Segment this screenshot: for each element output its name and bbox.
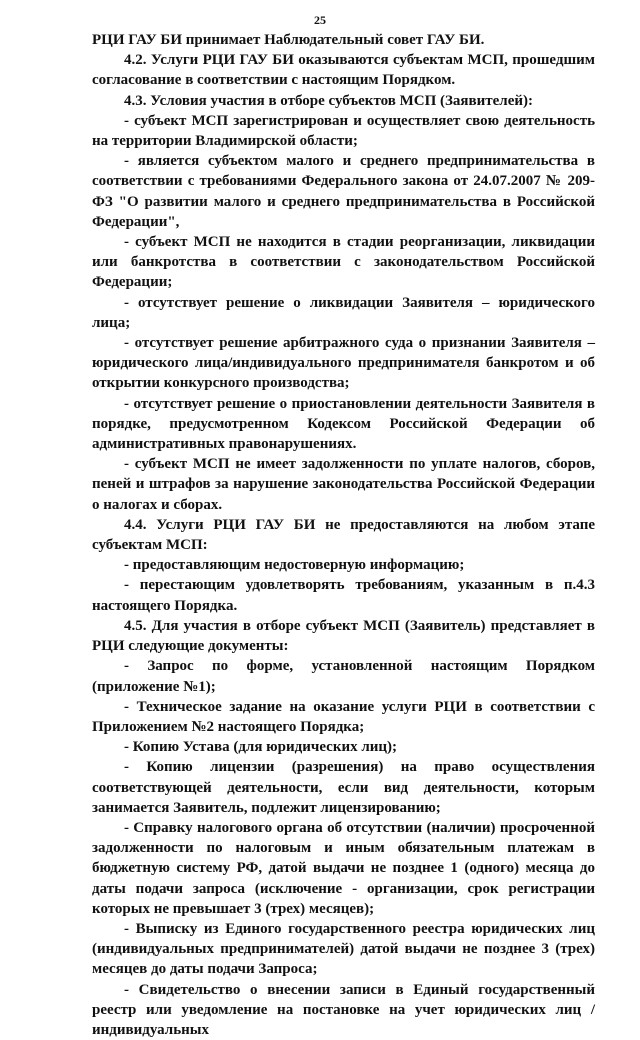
paragraph: - отсутствует решение арбитражного суда о признании Заявителя – юридического лица/индивидуального предпринимателя банкротом и об открытии конкурсного производства; [92,335,595,392]
paragraph: - перестающим удовлетворять требованиям, указанным в п.4.3 настоящего Порядка. [92,577,595,614]
paragraph: - субъект МСП не имеет задолженности по уплате налогов, сборов, пеней и штрафов за нарушение законодательства Российской Федерации о налогах и сборах. [92,456,595,513]
paragraph: - Копию лицензии (разрешения) на право осуществления соответствующей деятельности, если вид деятельности, которым занимается Заявитель, подлежит лицензированию; [92,759,595,816]
paragraph: 4.4. Услуги РЦИ ГАУ БИ не предоставляются на любом этапе субъектам МСП: [92,516,595,554]
paragraph: - Выписку из Единого государственного реестра юридических лиц (индивидуальных предпринимателей) датой выдачи не позднее 3 (трех) месяцев до даты подачи Запроса; [92,920,595,978]
paragraph: - Справку налогового органа об отсутствии (наличии) просроченной задолженности по налоговым и иным обязательным платежам в бюджетную систему РФ, датой выдачи не позднее 1 (одного) месяца до даты подачи запроса (исключение - организации, срок регистрации которых не превышает 3 (трех) месяцев); [92,819,595,917]
paragraph: 4.3. Условия участия в отборе субъектов МСП (Заявителей): [124,92,534,109]
paragraph: - субъект МСП зарегистрирован и осуществляет свою деятельность на территории Владимирской области; [92,112,595,150]
paragraph: - Запрос по форме, установленной настоящим Порядком (приложение №1); [92,658,595,695]
paragraph: 4.5. Для участия в отборе субъект МСП (Заявитель) представляет в РЦИ следующие документы: [92,617,595,655]
paragraph: - является субъектом малого и среднего предпринимательства в соответствии с требованиями Федерального закона от 24.07.2007 № 209-ФЗ "О развитии малого и среднего предпринимательства в Российской Федерации", [92,153,595,230]
paragraph: - Копию Устава (для юридических лиц); [124,739,398,756]
paragraph: 4.2. Услуги РЦИ ГАУ БИ оказываются субъектам МСП, прошедшим согласование в соответствии с настоящим Порядком. [92,52,595,89]
paragraph: - Свидетельство о внесении записи в Единый государственный реестр или уведомление на постановке на учет юридических лиц / индивидуальных [92,981,595,1038]
document-body [92,30,595,1040]
page-number: 25 [314,13,326,27]
paragraph: - субъект МСП не находится в стадии реорганизации, ликвидации или банкротства в соответствии с законодательством Российской Федерации; [92,234,595,291]
paragraph: РЦИ ГАУ БИ принимает Наблюдательный совет ГАУ БИ. [92,32,485,48]
paragraph: - предоставляющим недостоверную информацию; [124,557,465,574]
paragraph: - отсутствует решение о приостановлении деятельности Заявителя в порядке, предусмотренном Кодексом Российской Федерации об административных правонарушениях. [92,395,595,453]
paragraph: - отсутствует решение о ликвидации Заявителя – юридического лица; [92,294,595,331]
paragraph: - Техническое задание на оказание услуги РЦИ в соответствии с Приложением №2 настоящего Порядка; [92,698,595,735]
